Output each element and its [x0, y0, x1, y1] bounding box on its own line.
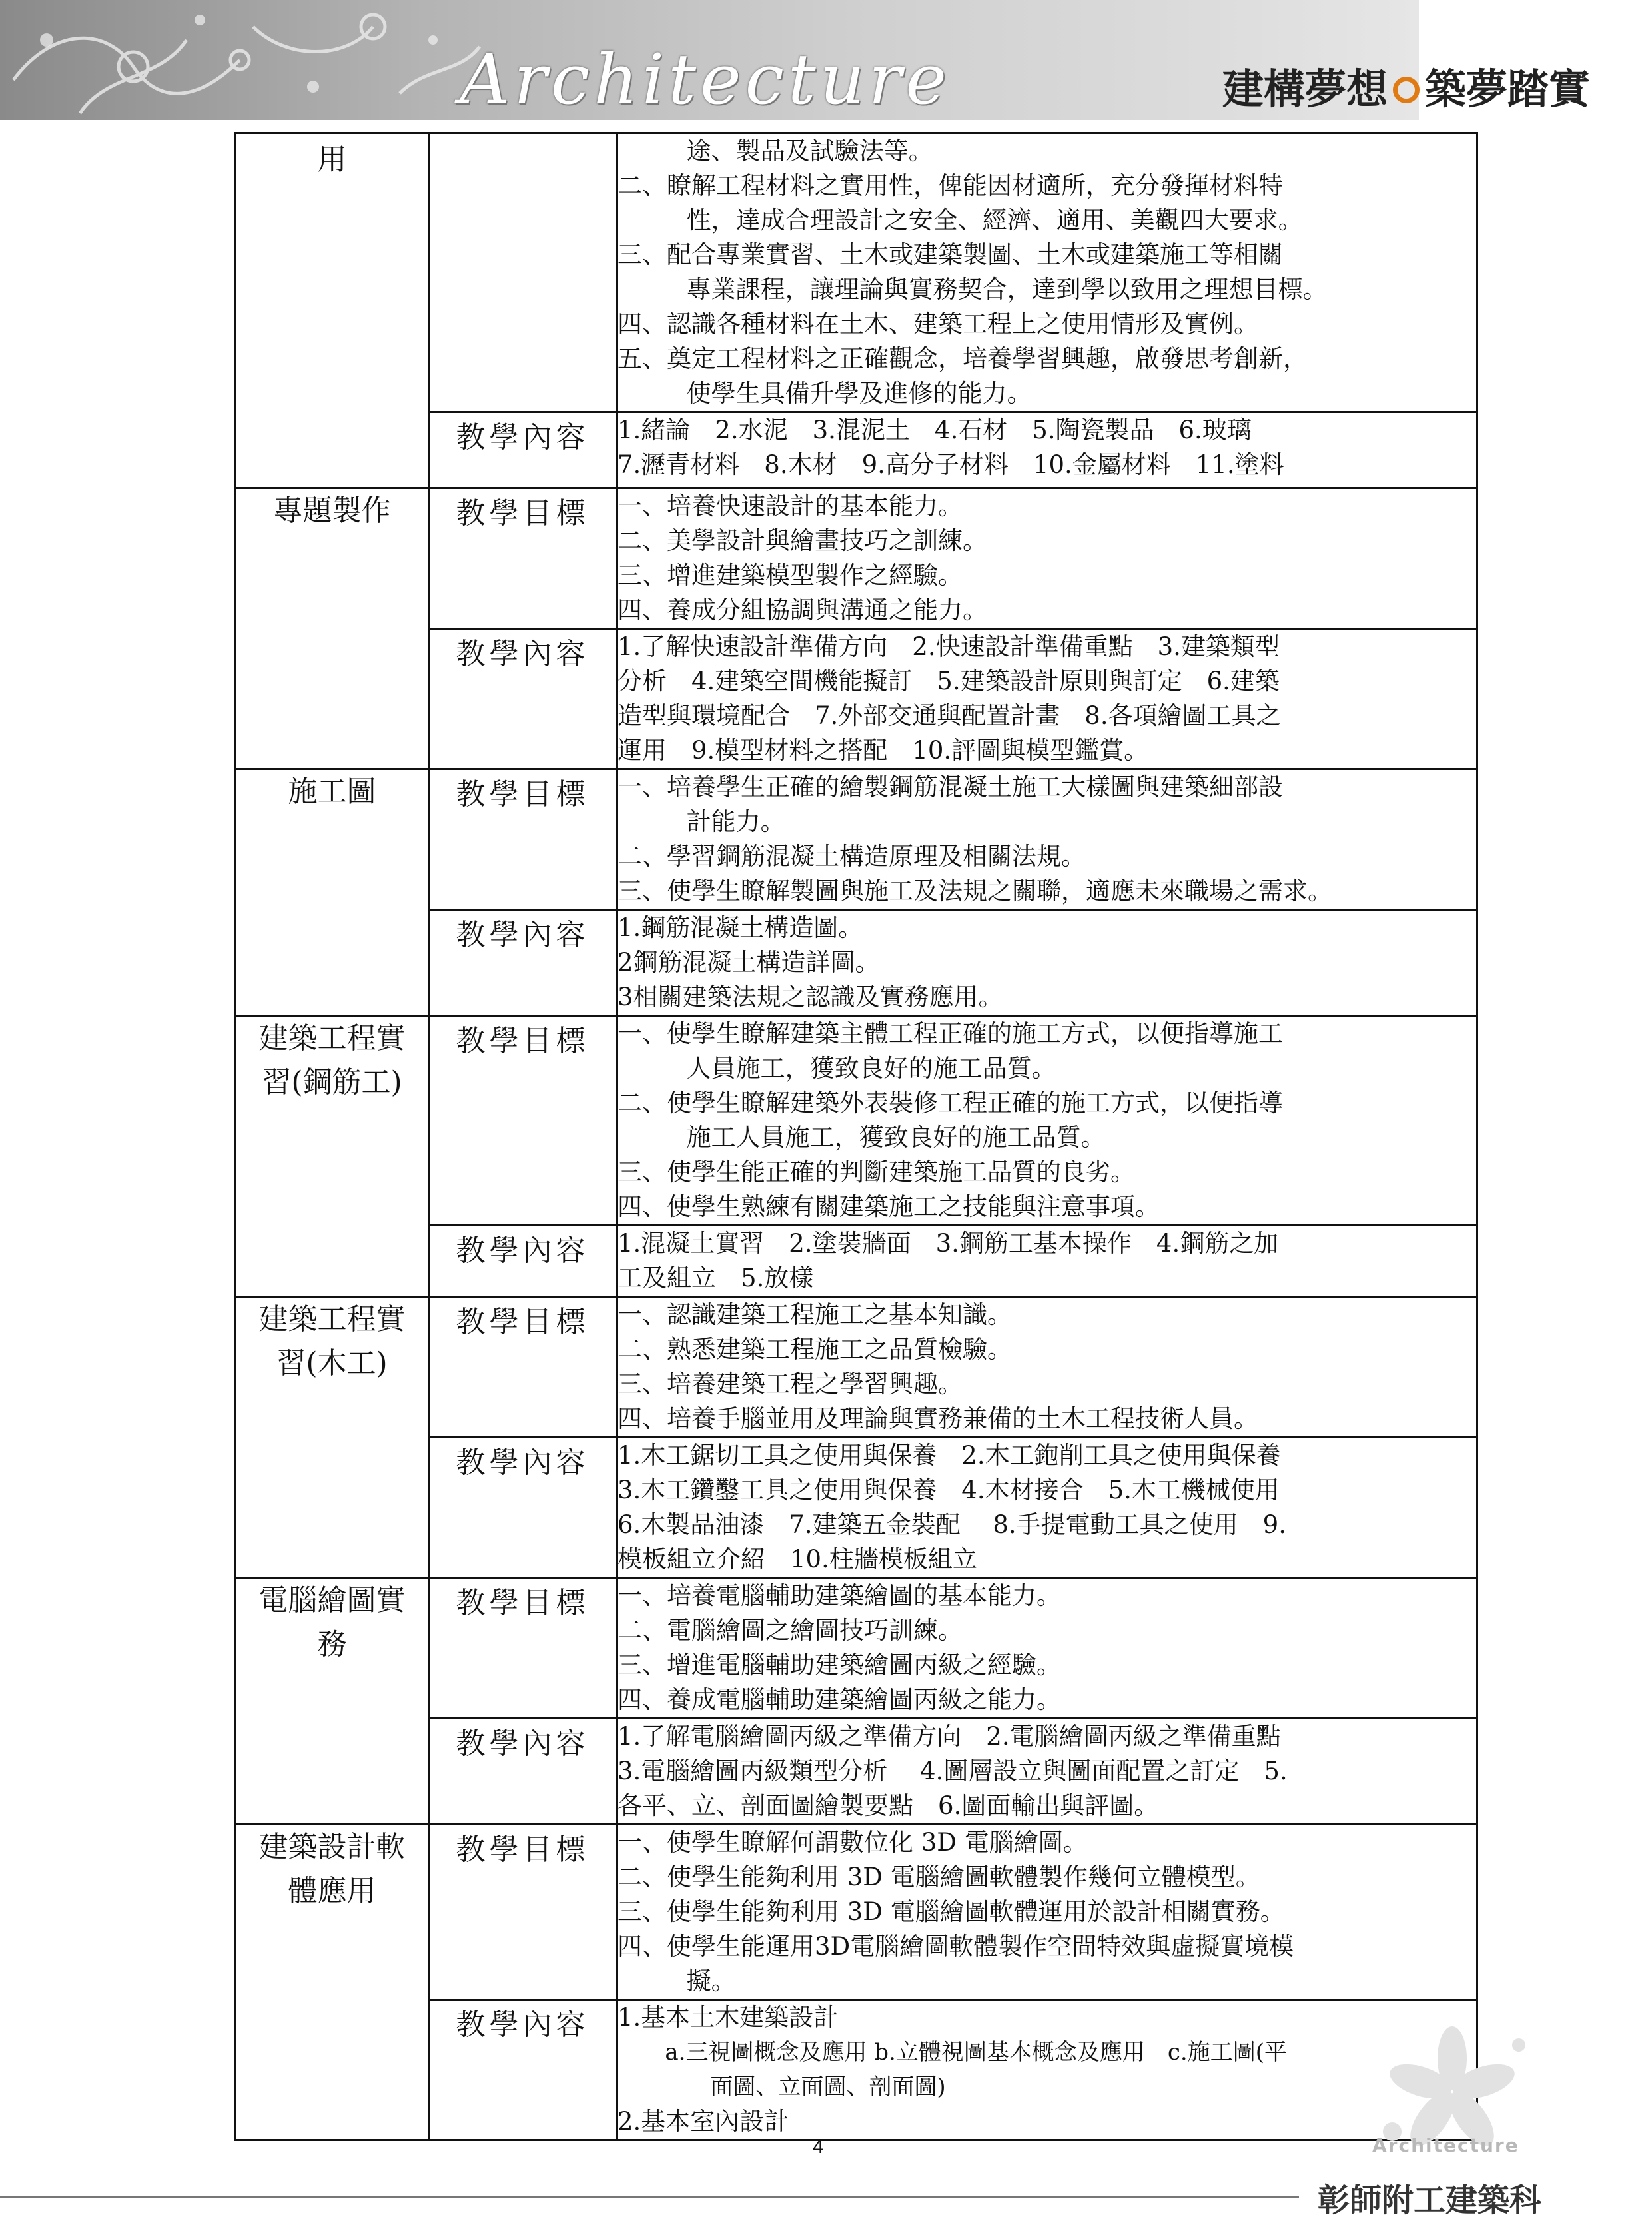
table-row	[236, 1578, 1477, 1719]
goal-line: 一、使學生瞭解建築主體工程正確的施工方式，以便指導施工	[618, 1019, 1283, 1048]
course-name: 專題製作	[236, 488, 429, 769]
goal-line: 二、瞭解工程材料之實用性，俾能因材適所，充分發揮材料特	[618, 171, 1283, 200]
goal-line: 二、電腦繪圖之繪圖技巧訓練。	[618, 1616, 963, 1645]
slogan-dot-icon	[1393, 77, 1420, 103]
content-label: 教學內容	[429, 412, 617, 488]
goal-line: 計能力。	[686, 807, 785, 836]
footer-brand: Architecture	[1372, 2134, 1519, 2156]
goal-line: 擬。	[686, 1967, 736, 1995]
table-row	[236, 1016, 1477, 1226]
goal-line: 三、增進電腦輔助建築繪圖丙級之經驗。	[618, 1651, 1061, 1679]
content-line: 工及組立 5.放樣	[618, 1264, 814, 1292]
content-line: 面圖、立面圖、剖面圖)	[710, 2074, 946, 2100]
goal-label: 教學目標	[429, 488, 617, 629]
goal-cell	[617, 769, 1477, 910]
course-name: 施工圖	[236, 769, 429, 1016]
content-label: 教學內容	[429, 629, 617, 769]
header-slogan	[1222, 56, 1590, 115]
goal-line: 二、學習鋼筋混凝土構造原理及相關法規。	[618, 842, 1086, 871]
content-line: 各平、立、剖面圖繪製要點 6.圖面輸出與評圖。	[618, 1791, 1159, 1820]
goal-line: 二、美學設計與繪畫技巧之訓練。	[618, 526, 987, 555]
content-cell	[617, 629, 1477, 769]
goal-line: 專業課程，讓理論與實務契合，達到學以致用之理想目標。	[686, 275, 1328, 304]
slogan-left: 建構夢想	[1222, 65, 1388, 113]
goal-line: 三、培養建築工程之學習興趣。	[618, 1370, 963, 1398]
goal-cell	[617, 1578, 1477, 1719]
course-name: 建築工程實 習(鋼筋工)	[236, 1016, 429, 1297]
table-row	[236, 1825, 1477, 2000]
content-cell	[617, 1438, 1477, 1578]
content-line: 1.了解電腦繪圖丙級之準備方向 2.電腦繪圖丙級之準備重點	[618, 1722, 1281, 1751]
goal-line: 一、培養學生正確的繪製鋼筋混凝土施工大樣圖與建築細部設	[618, 773, 1283, 801]
goal-line: 施工人員施工，獲致良好的施工品質。	[686, 1123, 1106, 1152]
goal-line: 一、使學生瞭解何謂數位化 3D 電腦繪圖。	[618, 1828, 1088, 1857]
goal-line: 途、製品及試驗法等。	[686, 137, 933, 165]
goal-line: 人員施工，獲致良好的施工品質。	[686, 1054, 1056, 1083]
content-label: 教學內容	[429, 1226, 617, 1297]
content-label: 教學內容	[429, 1719, 617, 1825]
content-line: 1.緒論 2.水泥 3.混泥土 4.石材 5.陶瓷製品 6.玻璃	[618, 416, 1252, 444]
content-label: 教學內容	[429, 2000, 617, 2140]
goal-line: 三、使學生瞭解製圖與施工及法規之關聯，適應未來職場之需求。	[618, 877, 1332, 905]
header-script-title: Architecture	[460, 39, 951, 120]
goal-line: 一、認識建築工程施工之基本知識。	[618, 1300, 1012, 1329]
content-line: 1.木工鋸切工具之使用與保養 2.木工鉋削工具之使用與保養	[618, 1441, 1281, 1470]
goal-label: 教學目標	[429, 1016, 617, 1226]
goal-line: 四、認識各種材料在土木、建築工程上之使用情形及實例。	[618, 310, 1258, 338]
goal-line: 三、使學生能正確的判斷建築施工品質的良劣。	[618, 1158, 1135, 1186]
content-line: 3.木工鑽鑿工具之使用與保養 4.木材接合 5.木工機械使用	[618, 1476, 1280, 1504]
goal-line: 四、養成分組協調與溝通之能力。	[618, 596, 987, 624]
curriculum-table	[234, 132, 1478, 2141]
goal-line: 使學生具備升學及進修的能力。	[686, 379, 1032, 408]
course-name: 建築工程實 習(木工)	[236, 1297, 429, 1578]
goal-line: 三、配合專業實習、土木或建築製圖、土木或建築施工等相關	[618, 240, 1283, 269]
content-cell	[617, 910, 1477, 1016]
goal-line: 四、使學生熟練有關建築施工之技能與注意事項。	[618, 1192, 1160, 1221]
goal-label: 教學目標	[429, 1825, 617, 2000]
content-line: 1.基本土木建築設計	[618, 2003, 839, 2032]
footer-rule	[0, 2196, 1299, 2198]
goal-cell	[617, 1825, 1477, 2000]
goal-line: 性，達成合理設計之安全、經濟、適用、美觀四大要求。	[686, 206, 1303, 234]
table-row	[236, 488, 1477, 629]
goal-line: 四、養成電腦輔助建築繪圖丙級之能力。	[618, 1685, 1061, 1714]
floral-footer-icon	[1352, 2018, 1552, 2185]
goal-cell	[617, 488, 1477, 629]
course-name: 電腦繪圖實 務	[236, 1578, 429, 1825]
goal-line: 一、培養電腦輔助建築繪圖的基本能力。	[618, 1581, 1061, 1610]
footer-school: 彰師附工建築科	[1318, 2182, 1542, 2219]
content-line: 造型與環境配合 7.外部交通與配置計畫 8.各項繪圖工具之	[618, 701, 1281, 730]
content-line: 2.基本室內設計	[618, 2107, 789, 2136]
content-cell	[617, 412, 1477, 488]
content-line: 1.了解快速設計準備方向 2.快速設計準備重點 3.建築類型	[618, 632, 1280, 661]
goal-label	[429, 133, 617, 412]
slogan-right: 築夢踏實	[1425, 65, 1591, 113]
content-line: 6.木製品油漆 7.建築五金裝配 8.手提電動工具之使用 9.	[618, 1510, 1286, 1539]
page-number: 4	[813, 2136, 824, 2158]
goal-line: 四、培養手腦並用及理論與實務兼備的土木工程技術人員。	[618, 1404, 1258, 1433]
table-row	[236, 769, 1477, 910]
content-label: 教學內容	[429, 910, 617, 1016]
course-name: 用	[236, 133, 429, 488]
content-line: 2鋼筋混凝土構造詳圖。	[618, 948, 880, 977]
content-line: 3.電腦繪圖丙級類型分析 4.圖層設立與圖面配置之訂定 5.	[618, 1757, 1288, 1785]
content-line: 模板組立介紹 10.柱牆模板組立	[618, 1545, 977, 1573]
page-header	[0, 0, 1652, 120]
content-line: 7.瀝青材料 8.木材 9.高分子材料 10.金屬材料 11.塗料	[618, 450, 1284, 479]
goal-label: 教學目標	[429, 1578, 617, 1719]
table-row	[236, 1297, 1477, 1438]
goal-line: 三、增進建築模型製作之經驗。	[618, 561, 963, 590]
content-label: 教學內容	[429, 1438, 617, 1578]
floral-ornament-icon	[0, 0, 506, 120]
goal-line: 三、使學生能夠利用 3D 電腦繪圖軟體運用於設計相關實務。	[618, 1897, 1285, 1926]
goal-line: 二、使學生瞭解建築外表裝修工程正確的施工方式，以便指導	[618, 1089, 1283, 1117]
goal-line: 四、使學生能運用3D電腦繪圖軟體製作空間特效與虛擬實境模	[618, 1932, 1294, 1961]
goal-line: 二、使學生能夠利用 3D 電腦繪圖軟體製作幾何立體模型。	[618, 1863, 1260, 1891]
content-line: 1.混凝土實習 2.塗裝牆面 3.鋼筋工基本操作 4.鋼筋之加	[618, 1229, 1279, 1258]
content-line: 分析 4.建築空間機能擬訂 5.建築設計原則與訂定 6.建築	[618, 667, 1280, 695]
goal-label: 教學目標	[429, 769, 617, 910]
content-line: 1.鋼筋混凝土構造圖。	[618, 913, 863, 942]
content-line: 運用 9.模型材料之搭配 10.評圖與模型鑑賞。	[618, 736, 1149, 765]
course-name: 建築設計軟 體應用	[236, 1825, 429, 2140]
table-row	[236, 133, 1477, 412]
goal-line: 一、培養快速設計的基本能力。	[618, 492, 963, 520]
content-cell	[617, 2000, 1477, 2140]
content-line: a.三視圖概念及應用 b.立體視圖基本概念及應用 c.施工圖(平	[665, 2039, 1287, 2066]
goal-line: 五、奠定工程材料之正確觀念，培養學習興趣，啟發思考創新，	[618, 344, 1308, 373]
content-line: 3相關建築法規之認識及實務應用。	[618, 983, 1003, 1011]
content-cell	[617, 1226, 1477, 1297]
goal-line: 二、熟悉建築工程施工之品質檢驗。	[618, 1335, 1012, 1364]
goal-cell	[617, 1016, 1477, 1226]
goal-cell	[617, 1297, 1477, 1438]
content-cell	[617, 1719, 1477, 1825]
goal-cell	[617, 133, 1477, 412]
goal-label: 教學目標	[429, 1297, 617, 1438]
